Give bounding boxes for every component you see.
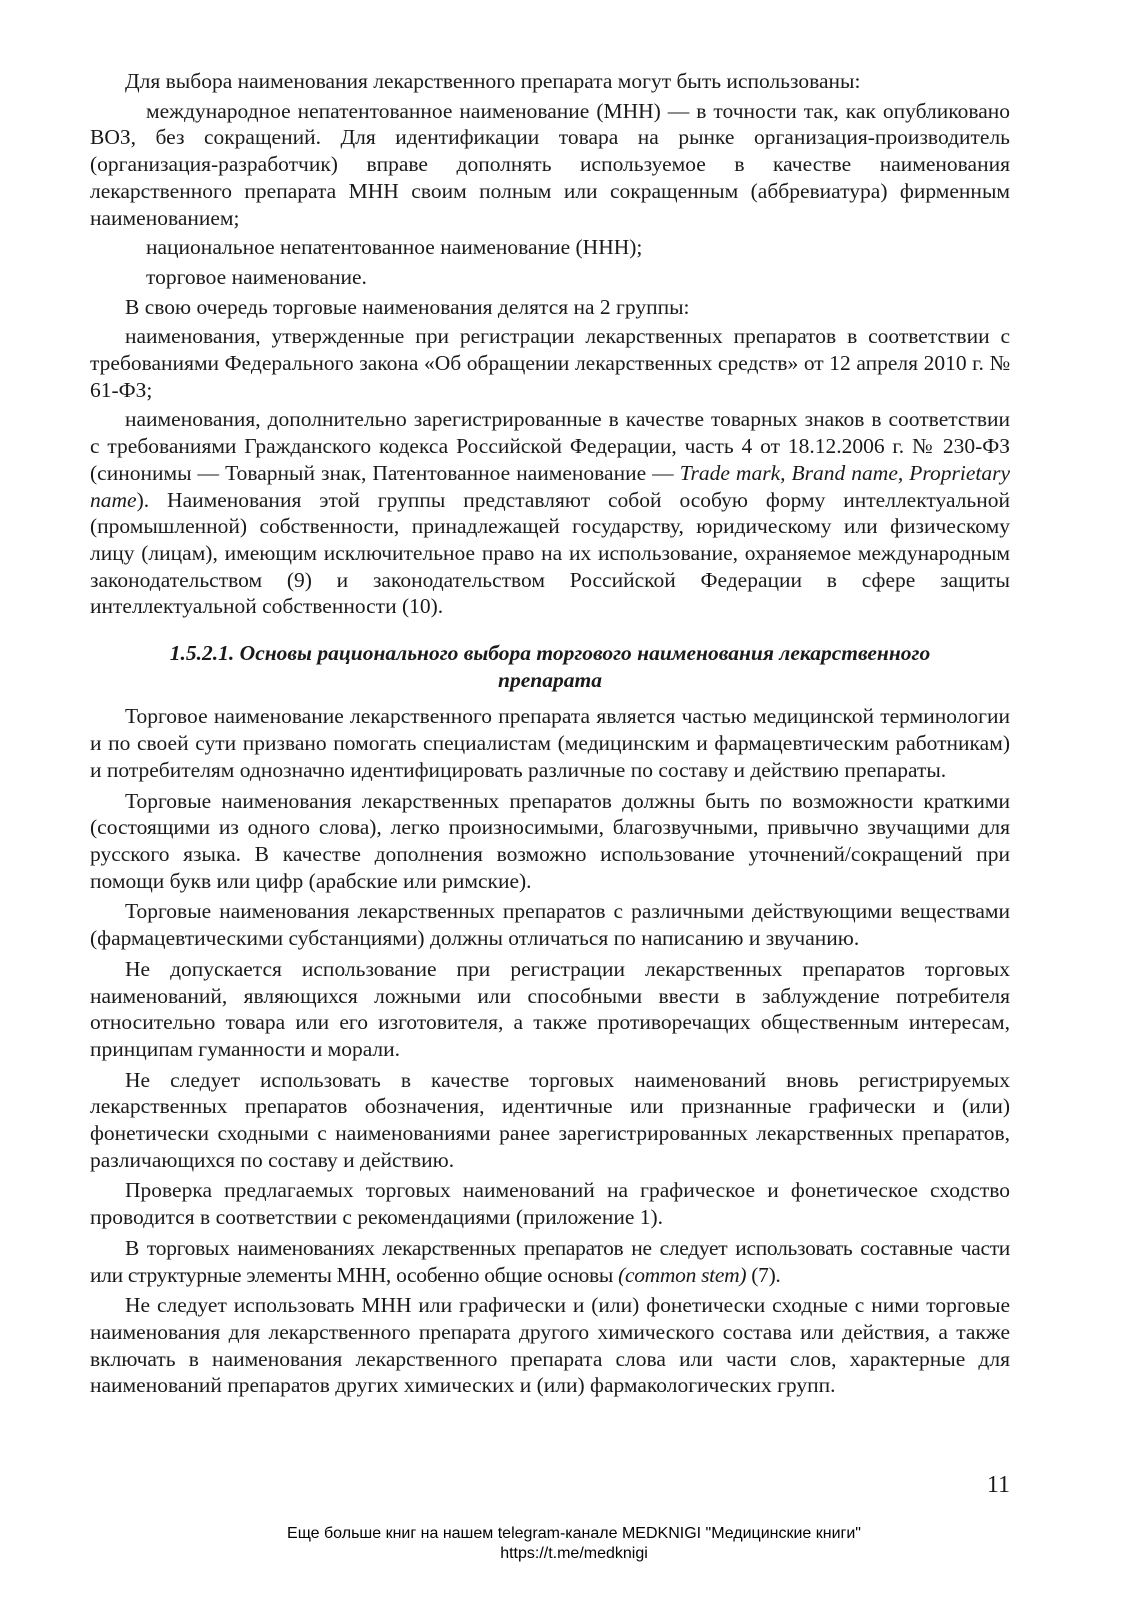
last-paragraph: Не следует использовать МНН или графически и (или) фонетически сходные с ними торговые наименования для лекарственного препарата другого химического состава или действия, а также включать в наименования лекарственного препарата слова или части слов, характерные для наименований препаратов других химических и (или) фармакологических групп. bbox=[90, 1293, 1010, 1398]
section-heading-number: 1.5.2.1. bbox=[169, 641, 235, 666]
intro-paragraph: Для выбора наименования лекарственного препарата могут быть использованы: bbox=[125, 69, 861, 93]
section-trade-name-basics bbox=[90, 703, 1010, 1399]
list-item-nnn: национальное непатентованное наименование (ННН); bbox=[146, 235, 643, 260]
footer-link[interactable]: https://t.me/medknigi bbox=[500, 1545, 648, 1562]
group-one-paragraph: наименования, утвержденные при регистрации лекарственных препаратов в соответствии с требованиями Федерального закона «Об обращении лекарственных средств» от 12 апреля 2010 г. № 61-ФЗ; bbox=[90, 324, 1010, 402]
body-paragraph: Торговое наименование лекарственного препарата является частью медицинской терминологии и по своей сути призвано помогать специалистам (медицинским и фармацевтическим работникам) и потребителям однозначно идентифицировать различные по составу и действию препараты. bbox=[90, 704, 1010, 782]
group-two-paragraph bbox=[90, 406, 1010, 620]
section-heading-title: Основы рационального выбора торгового наименования лекарственного препарата bbox=[239, 641, 931, 692]
body-paragraph: Торговые наименования лекарственных препаратов с различными действующими веществами (фармацевтическими субстанциями) должны отличаться по написанию и звучанию. bbox=[90, 899, 1010, 951]
section-heading bbox=[90, 640, 1010, 693]
group-two-text-end: ). Наименования этой группы представляют собой особую форму интеллектуальной (промышленной) собственности, принадлежащей государству, юридическому или физическому лицу (лицам), имеющим исключительное право на их использование, охраняемое международным законодательством (9) и законодательством Российской Федерации в сфере защиты интеллектуальной собственности (10). bbox=[90, 487, 1010, 619]
body-paragraph: Не допускается использование при регистрации лекарственных препаратов торговых наименований, являющихся ложными или способными ввести в заблуждение потребителя относительно товара или его изготовителя, а также противоречащих общественным интересам, принципам гуманности и морали. bbox=[90, 956, 1010, 1061]
footer-line: Еще больше книг на нашем telegram-канале MEDKNIGI "Медицинские книги" bbox=[287, 1525, 861, 1542]
list-item-mnn: международное непатентованное наименование (МНН) — в точности так, как опубликовано ВОЗ, без сокращений. Для идентификации товара на рынке организация-производитель (организация-разработчик) вправе дополнять используемое в качестве наименования лекарственного препарата МНН своим полным или сокращенным (аббревиатура) фирменным наименованием; bbox=[90, 98, 1010, 230]
page-number: 11 bbox=[986, 1472, 1010, 1498]
list-item-trade: торговое наименование. bbox=[146, 264, 367, 289]
groups-intro-paragraph: В свою очередь торговые наименования делятся на 2 группы: bbox=[125, 294, 690, 319]
common-stem-italic: (common stem) bbox=[618, 1262, 747, 1287]
common-stem-text: В торговых наименованиях лекарственных препаратов не следует использовать составные части или структурные элементы МНН, особенно общие основы bbox=[90, 1235, 1010, 1287]
page-body bbox=[90, 68, 1010, 1403]
section-names bbox=[90, 68, 1010, 620]
group-two-synonyms-italic: Trade mark, Brand name, Proprietary name bbox=[90, 460, 1010, 512]
footer-promo bbox=[0, 1524, 1148, 1564]
body-paragraph: Не следует использовать в качестве торговых наименований вновь регистрируемых лекарственных препаратов обозначения, идентичные или признанные графически и (или) фонетически сходными с наименованиями ранее зарегистрированных лекарственных препаратов, различающихся по составу и действию. bbox=[90, 1067, 1010, 1172]
common-stem-paragraph bbox=[90, 1235, 1010, 1288]
body-paragraph: Торговые наименования лекарственных препаратов должны быть по возможности краткими (состоящими из одного слова), легко произносимыми, благозвучными, привычно звучащими для русского языка. В качестве дополнения возможно использование уточнений/сокращений при помощи букв или цифр (арабские или римские). bbox=[90, 788, 1010, 893]
common-stem-ref: (7). bbox=[746, 1262, 781, 1287]
group-two-text: наименования, дополнительно зарегистрированные в качестве товарных знаков в соответствии с требованиями Гражданского кодекса Российской Федерации, часть 4 от 18.12.2006 г. № 230-ФЗ (синонимы — Товарный знак, Патентованное наименование — bbox=[90, 407, 1010, 485]
body-paragraph: Проверка предлагаемых торговых наименований на графическое и фонетическое сходство проводится в соответствии с рекомендациями (приложение 1). bbox=[90, 1178, 1010, 1230]
